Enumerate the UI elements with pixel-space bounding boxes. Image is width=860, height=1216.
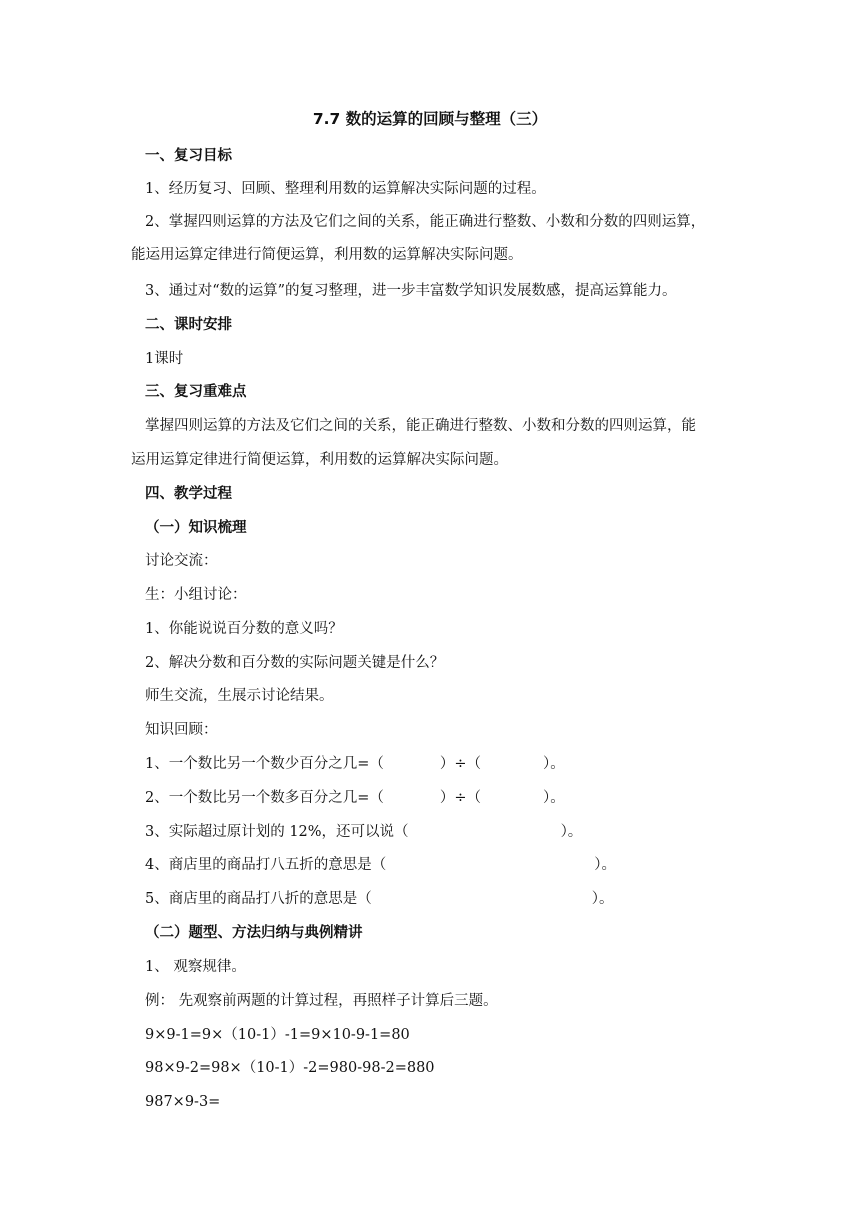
review-item-1: 1、一个数比另一个数少百分之几=（ ）÷（ ）。 [145,756,565,772]
heading-key-points: 三、复习重难点 [145,384,247,400]
review-item-4: 4、商店里的商品打八五折的意思是（ ）。 [145,857,616,873]
review-item-5: 5、商店里的商品打八折的意思是（ ）。 [145,891,614,907]
question-1: 1、你能说说百分数的意义吗？ [145,621,343,637]
key-points-text: 掌握四则运算的方法及它们之间的关系，能正确进行整数、小数和分数的四则运算，能 [145,418,696,434]
review-label: 知识回顾： [145,722,218,738]
goal-2: 2、掌握四则运算的方法及它们之间的关系，能正确进行整数、小数和分数的四则运算， [145,214,706,230]
student-discussion: 生：小组讨论： [145,587,247,603]
example-intro: 例： 先观察前两题的计算过程，再照样子计算后三题。 [145,993,498,1009]
equation-3: 987×9-3= [145,1094,221,1110]
heading-review-goals: 一、复习目标 [145,148,232,164]
heading-teaching-process: 四、教学过程 [145,486,232,502]
subheading-examples: （二）题型、方法归纳与典例精讲 [145,925,363,941]
equation-1: 9×9-1=9×（10-1）-1=9×10-9-1=80 [145,1027,410,1043]
review-item-3: 3、实际超过原计划的 12%，还可以说（ ）。 [145,824,583,840]
heading-schedule: 二、课时安排 [145,317,232,333]
schedule-text: 1课时 [145,351,184,367]
review-item-2: 2、一个数比另一个数多百分之几=（ ）÷（ ）。 [145,790,565,806]
question-2: 2、解决分数和百分数的实际问题关键是什么？ [145,655,445,671]
goal-1: 1、经历复习、回顾、整理利用数的运算解决实际问题的过程。 [145,181,546,197]
document-title: 7.7 数的运算的回顾与整理（三） [312,110,548,128]
goal-2-continued: 能运用运算定律进行简便运算，利用数的运算解决实际问题。 [131,247,523,263]
goal-3: 3、通过对“数的运算”的复习整理，进一步丰富数学知识发展数感，提高运算能力。 [145,283,677,299]
discussion-label: 讨论交流： [145,553,218,569]
equation-2: 98×9-2=98×（10-1）-2=980-98-2=880 [145,1060,435,1076]
topic-1: 1、 观察规律。 [145,959,246,975]
subheading-knowledge: （一）知识梳理 [145,520,247,536]
share-results: 师生交流，生展示讨论结果。 [145,688,334,704]
key-points-continued: 运用运算定律进行简便运算，利用数的运算解决实际问题。 [131,452,508,468]
